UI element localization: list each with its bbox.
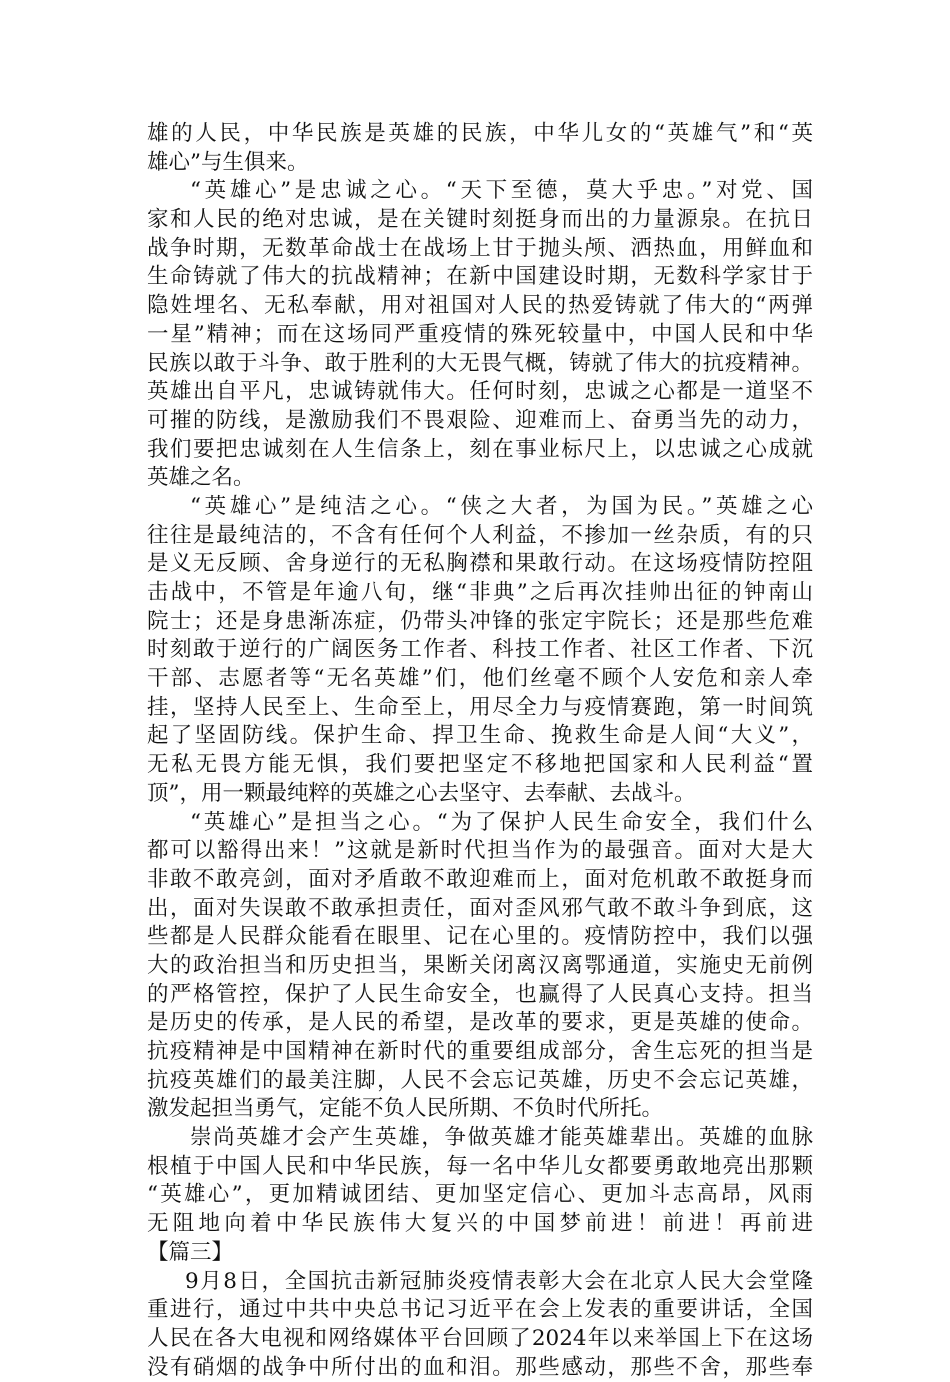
text-line: 家和人民的绝对忠诚，是在关键时刻挺身而出的力量源泉。在抗日 xyxy=(147,207,813,233)
text-line: 大的政治担当和历史担当，果断关闭离汉离鄂通道，实施史无前例 xyxy=(147,952,813,978)
text-line: 挂，坚持人民至上、生命至上，用尽全力与疫情赛跑，第一时间筑 xyxy=(147,694,813,720)
text-line: 往往是最纯洁的，不含有任何个人利益，不掺加一丝杂质，有的只 xyxy=(147,522,813,548)
paragraph-first-line: “英雄心”是忠诚之心。“天下至德，莫大乎忠。”对党、国 xyxy=(190,178,813,204)
text-line: 人民在各大电视和网络媒体平台回顾了2024年以来举国上下在这场 xyxy=(147,1325,813,1351)
text-line: 抗疫精神是中国精神在新时代的重要组成部分，舍生忘死的担当是 xyxy=(147,1039,813,1064)
text-line: 抗疫英雄们的最美注脚，人民不会忘记英雄，历史不会忘记英雄， xyxy=(147,1067,813,1093)
paragraph-first-line: “英雄心”是担当之心。“为了保护人民生命安全，我们什么 xyxy=(190,809,813,835)
text-line: 起了坚固防线。保护生命、捍卫生命、挽救生命是人间“大义”， xyxy=(147,723,813,749)
text-line: 无私无畏方能无惧，我们要把坚定不移地把国家和人民利益“置 xyxy=(147,752,813,778)
text-line: 隐姓埋名、无私奉献，用对祖国对人民的热爱铸就了伟大的“两弹 xyxy=(147,293,813,319)
text-line: 是义无反顾、舍身逆行的无私胸襟和果敢行动。在这场疫情防控阻 xyxy=(147,551,813,577)
text-line: 生命铸就了伟大的抗战精神；在新中国建设时期，无数科学家甘于 xyxy=(147,264,813,290)
text-line: 的严格管控，保护了人民生命安全，也赢得了人民真心支持。担当 xyxy=(147,981,813,1007)
text-line: 雄心”与生俱来。 xyxy=(147,149,309,175)
text-line: 些都是人民群众能看在眼里、记在心里的。疫情防控中，我们以强 xyxy=(147,924,813,950)
text-line: 都可以豁得出来！”这就是新时代担当作为的最强音。面对大是大 xyxy=(147,838,813,864)
text-line: 战争时期，无数革命战士在战场上甘于抛头颅、洒热血，用鲜血和 xyxy=(147,235,813,261)
text-line: 顶”，用一颗最纯粹的英雄之心去坚守、去奉献、去战斗。 xyxy=(147,780,696,806)
text-line: 雄的人民，中华民族是英雄的民族，中华儿女的“英雄气”和“英 xyxy=(147,121,813,146)
text-line: 院士；还是身患渐冻症，仍带头冲锋的张定宇院长；还是那些危难 xyxy=(147,608,813,634)
text-line: 英雄之名。 xyxy=(147,465,255,491)
text-line: 时刻敢于逆行的广阔医务工作者、科技工作者、社区工作者、下沉 xyxy=(147,637,813,663)
text-line: 重进行，通过中共中央总书记习近平在会上发表的重要讲话，全国 xyxy=(147,1297,813,1323)
text-line: 出，面对失误敢不敢承担责任，面对歪风邪气敢不敢斗争到底，这 xyxy=(147,895,813,921)
text-line: 击战中，不管是年逾八旬，继“非典”之后再次挂帅出征的钟南山 xyxy=(147,580,813,605)
text-line: 没有硝烟的战争中所付出的血和泪。那些感动，那些不舍，那些奉 xyxy=(147,1354,813,1380)
text-line: 一星”精神；而在这场同严重疫情的殊死较量中，中国人民和中华 xyxy=(147,321,813,347)
text-line: 激发起担当勇气，定能不负人民所期、不负时代所托。 xyxy=(147,1096,664,1122)
paragraph-first-line: 9月8日，全国抗击新冠肺炎疫情表彰大会在北京人民大会堂隆 xyxy=(185,1268,813,1294)
text-line: 无阻地向着中华民族伟大复兴的中国梦前进！前进！再前进 xyxy=(147,1211,813,1237)
text-line: “英雄心”，更加精诚团结、更加坚定信心、更加斗志高昂，风雨 xyxy=(147,1182,813,1208)
section-heading: 【篇三】 xyxy=(147,1239,234,1265)
text-line: 可摧的防线，是激励我们不畏艰险、迎难而上、奋勇当先的动力， xyxy=(147,407,813,433)
text-line: 干部、志愿者等“无名英雄”们，他们丝毫不顾个人安危和亲人牵 xyxy=(147,666,813,692)
paragraph-first-line: “英雄心”是纯洁之心。“侠之大者，为国为民。”英雄之心 xyxy=(190,493,813,519)
text-line: 是历史的传承，是人民的希望，是改革的要求，更是英雄的使命。 xyxy=(147,1010,813,1036)
text-line: 非敢不敢亮剑，面对矛盾敢不敢迎难而上，面对危机敢不敢挺身而 xyxy=(147,866,813,892)
text-line: 民族以敢于斗争、敢于胜利的大无畏气概，铸就了伟大的抗疫精神。 xyxy=(147,350,813,376)
text-line: 我们要把忠诚刻在人生信条上，刻在事业标尺上，以忠诚之心成就 xyxy=(147,436,813,462)
paragraph-first-line: 崇尚英雄才会产生英雄，争做英雄才能英雄辈出。英雄的血脉 xyxy=(190,1125,813,1151)
document-body xyxy=(147,120,813,1382)
text-line: 英雄出自平凡，忠诚铸就伟大。任何时刻，忠诚之心都是一道坚不 xyxy=(147,379,813,405)
text-line: 根植于中国人民和中华民族，每一名中华儿女都要勇敢地亮出那颗 xyxy=(147,1153,813,1179)
